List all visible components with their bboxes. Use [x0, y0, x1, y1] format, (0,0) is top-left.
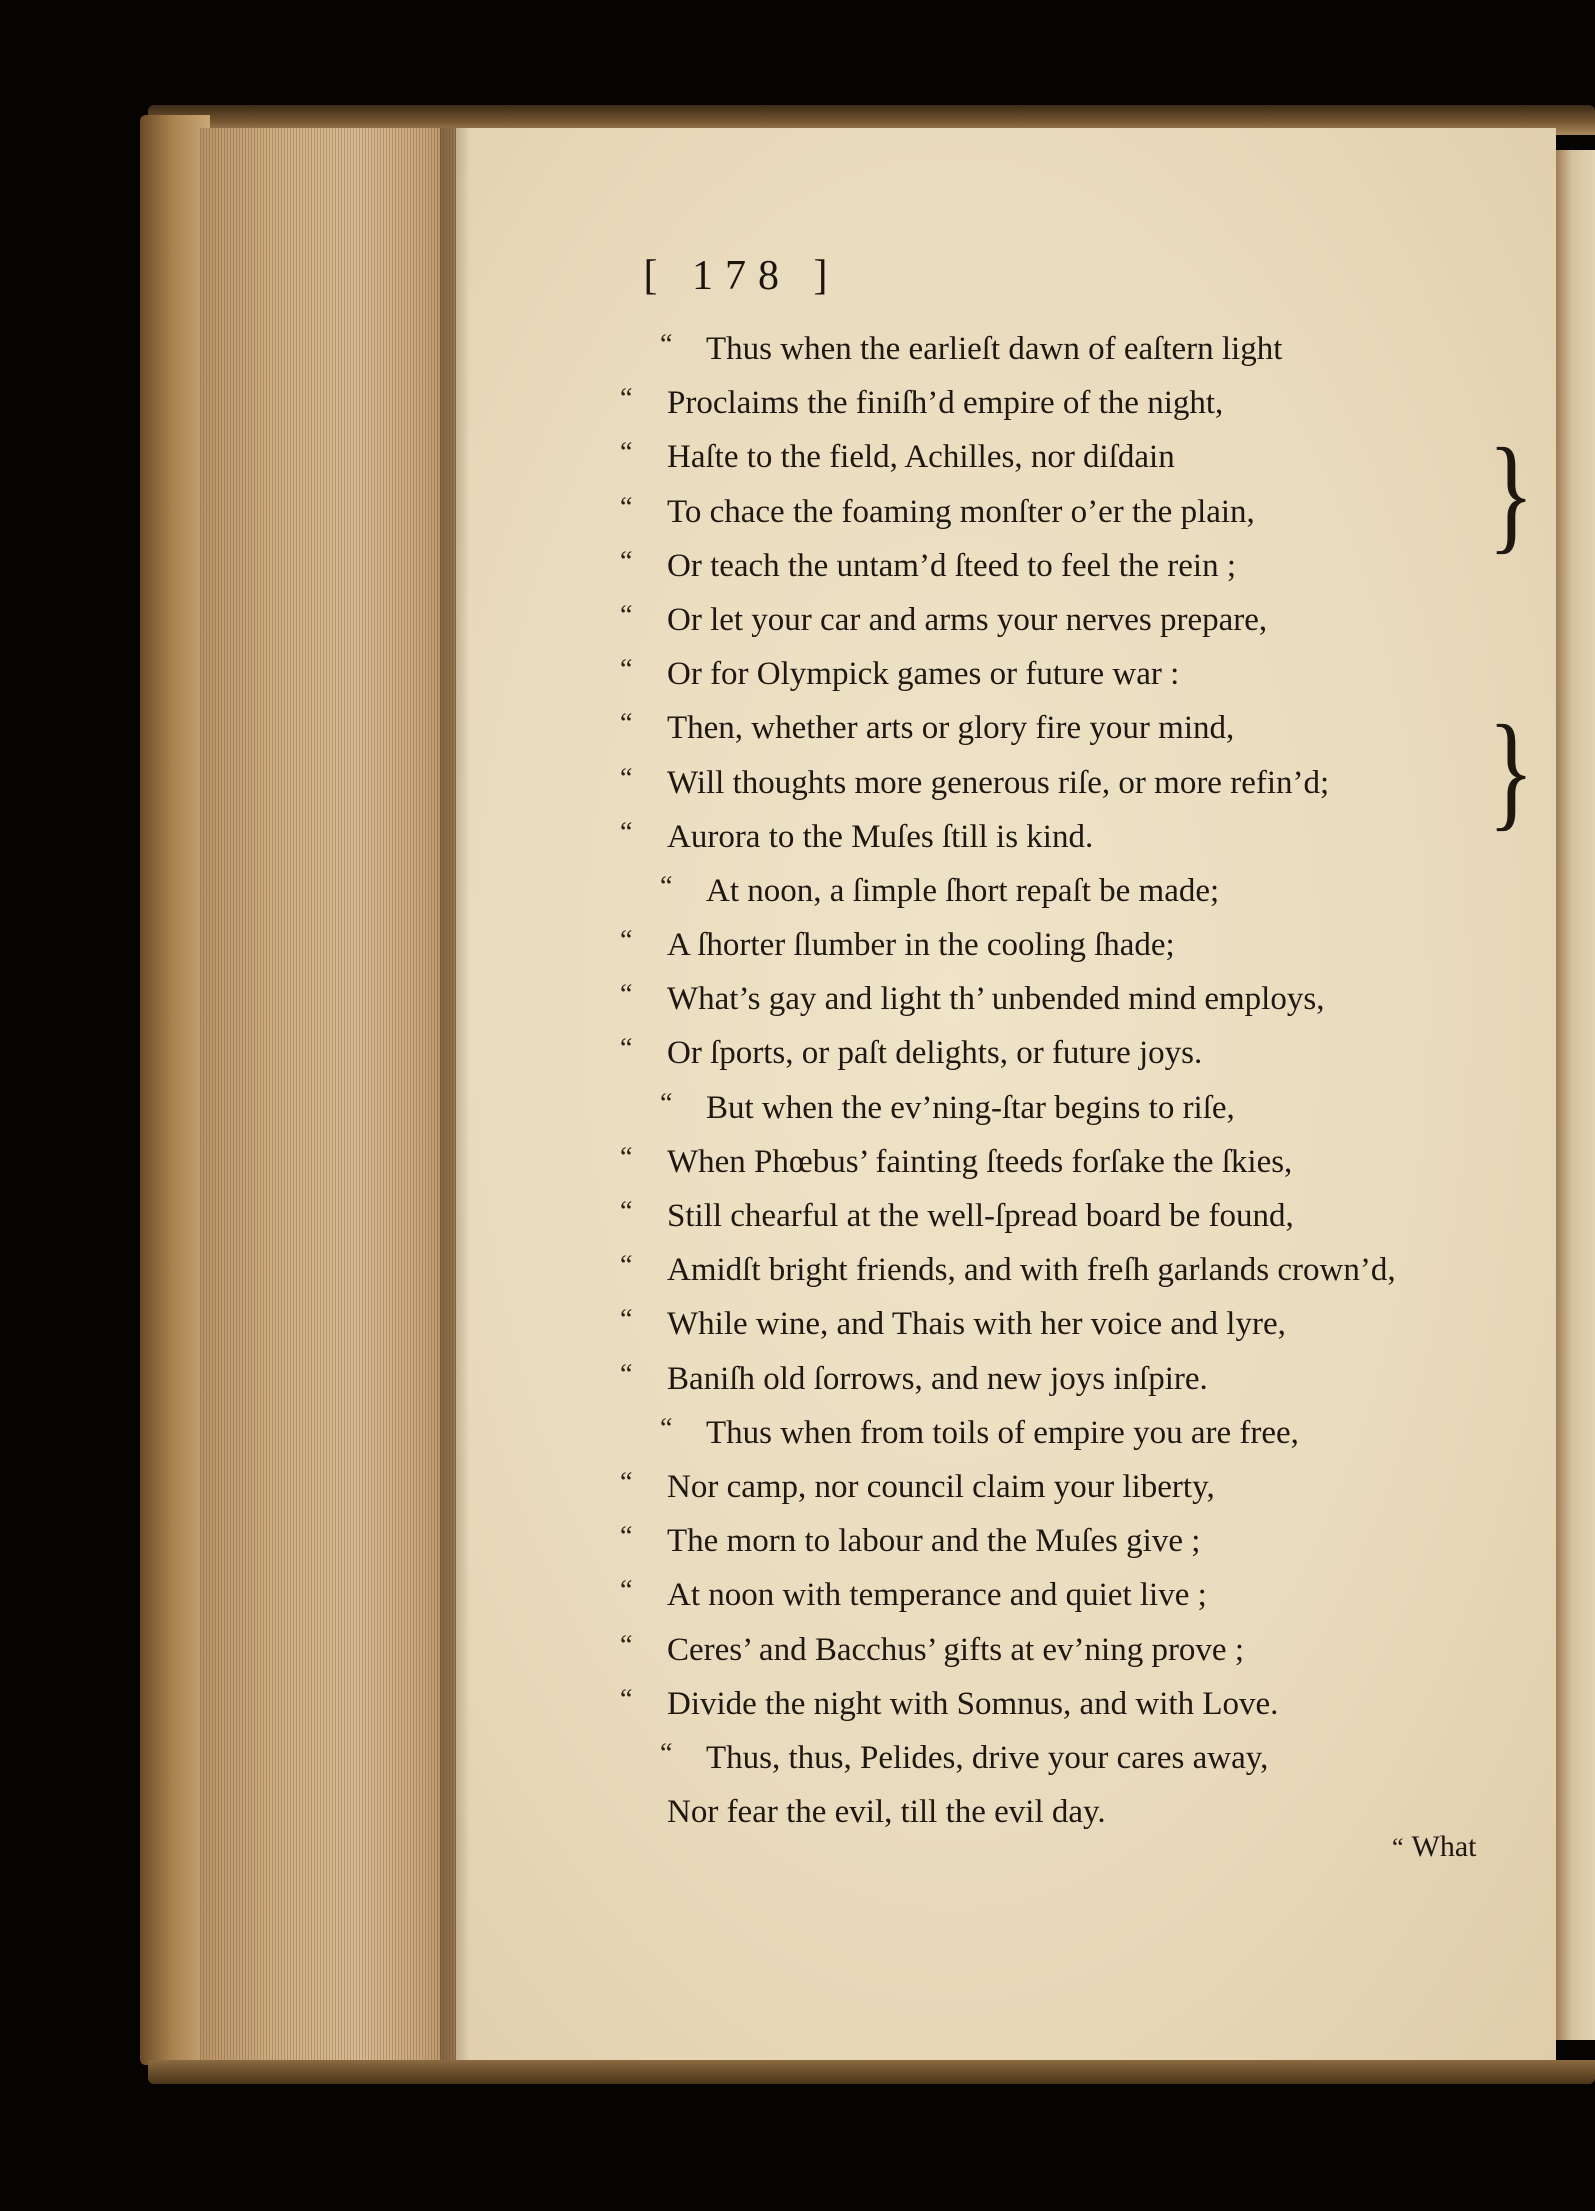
line-text: Amidſt bright friends, and with freſh garlands crown’d,: [667, 1252, 1396, 1289]
quote-mark: “: [620, 708, 633, 740]
line-text: At noon, a ſimple ſhort repaſt be made;: [706, 872, 1220, 909]
poem-line: [620, 1081, 1595, 1135]
quote-mark: “: [620, 383, 633, 415]
brace-mark-1: }: [1488, 420, 1535, 566]
poem-line: [620, 322, 1595, 376]
line-text: What’s gay and light th’ unbended mind employs,: [667, 981, 1325, 1018]
line-text: Baniſh old ſorrows, and new joys inſpire.: [667, 1360, 1208, 1397]
quote-mark: “: [660, 329, 673, 360]
line-text: When Phœbus’ fainting ſteeds forſake the ſkies,: [667, 1143, 1293, 1180]
quote-mark: “: [620, 1304, 633, 1336]
quote-mark: “: [620, 979, 633, 1011]
line-text: Then, whether arts or glory fire your mind,: [667, 710, 1235, 747]
gutter-shadow: [440, 128, 470, 2063]
poem-line: [620, 539, 1595, 593]
quote-mark: “: [660, 870, 673, 902]
page-edges-stack: [200, 128, 462, 2063]
poem-line: [620, 1243, 1595, 1297]
poem-line: [620, 1352, 1595, 1406]
quote-mark: “: [620, 545, 633, 577]
line-text: At noon with temperance and quiet live ;: [667, 1577, 1207, 1614]
poem-line: [620, 1623, 1595, 1677]
poem-line: [620, 376, 1595, 430]
line-text: A ſhorter ſlumber in the cooling ſhade;: [667, 927, 1175, 964]
poem-line: [620, 1568, 1595, 1622]
poem-line: [620, 1460, 1595, 1514]
quote-mark: “: [620, 1575, 633, 1607]
poem-line: [620, 1026, 1595, 1080]
catchword-text: What: [1411, 1830, 1477, 1863]
quote-mark: “: [660, 1087, 673, 1119]
quote-mark: “: [620, 437, 633, 469]
poem-line: [620, 485, 1595, 539]
page-header: [0, 252, 1595, 300]
line-text: Thus, thus, Pelides, drive your cares away,: [706, 1739, 1269, 1776]
line-text: But when the ev’ning-ſtar begins to riſe,: [706, 1089, 1235, 1126]
line-text: Or for Olympick games or future war :: [667, 656, 1180, 693]
quote-mark: “: [620, 1141, 633, 1173]
poem-line: [620, 647, 1595, 701]
poem-line: [620, 1677, 1595, 1731]
line-text: Or let your car and arms your nerves prepare,: [667, 601, 1268, 638]
poem-line: [620, 430, 1595, 484]
book-cover-bottom: [148, 2060, 1595, 2084]
quote-mark: “: [620, 1358, 633, 1390]
quote-mark: “: [620, 1466, 633, 1498]
line-text: Nor camp, nor council claim your liberty,: [667, 1468, 1215, 1505]
quote-mark: “: [620, 654, 633, 686]
poem-line: [620, 810, 1595, 864]
line-text: Aurora to the Muſes ſtill is kind.: [667, 818, 1094, 855]
line-text: Thus when the earlieſt dawn of eaſtern light: [706, 331, 1283, 367]
poem-line: [620, 1135, 1595, 1189]
line-text: Or ſports, or paſt delights, or future joys.: [667, 1035, 1203, 1072]
line-text: Haſte to the field, Achilles, nor diſdain: [667, 439, 1175, 476]
quote-mark: “: [620, 1196, 633, 1227]
poem-line: [620, 1731, 1595, 1785]
quote-mark: “: [620, 1250, 633, 1282]
poem-line: [620, 1514, 1595, 1568]
line-text: The morn to labour and the Muſes give ;: [667, 1523, 1201, 1560]
brace-mark-2: }: [1488, 697, 1535, 843]
line-text: To chace the foaming monſter o’er the plain,: [667, 493, 1255, 530]
page-number: [ 178 ]: [643, 253, 840, 299]
line-text: Divide the night with Somnus, and with Love.: [667, 1685, 1279, 1722]
poem-line: [620, 1297, 1595, 1351]
poem-line: [620, 918, 1595, 972]
line-text: Ceres’ and Bacchus’ gifts at ev’ning prove ;: [667, 1631, 1245, 1668]
quote-mark: “: [620, 1683, 633, 1715]
poem-line: [620, 1406, 1595, 1460]
catchword: [1392, 1830, 1477, 1864]
catchword-quote: “: [1392, 1833, 1404, 1862]
quote-mark: “: [620, 762, 633, 794]
poem-text: [620, 322, 1595, 1839]
line-text: Or teach the untam’d ſteed to feel the rein ;: [667, 547, 1237, 584]
quote-mark: “: [660, 1737, 673, 1769]
line-text: Proclaims the finiſh’d empire of the night,: [667, 385, 1224, 422]
poem-line: [620, 701, 1595, 755]
quote-mark: “: [620, 599, 633, 631]
quote-mark: “: [660, 1412, 673, 1444]
quote-mark: “: [620, 1629, 633, 1661]
poem-line: [620, 593, 1595, 647]
line-text: Will thoughts more generous riſe, or more refin’d;: [667, 764, 1330, 801]
line-text: Nor fear the evil, till the evil day.: [667, 1794, 1106, 1831]
poem-line: [620, 864, 1595, 918]
poem-line: [620, 756, 1595, 810]
line-text: Thus when from toils of empire you are free,: [706, 1414, 1299, 1451]
line-text: While wine, and Thais with her voice and lyre,: [667, 1306, 1286, 1343]
poem-line: [620, 972, 1595, 1026]
line-text: Still chearful at the well-ſpread board be found,: [667, 1198, 1294, 1234]
quote-mark: “: [620, 816, 633, 848]
quote-mark: “: [620, 1033, 633, 1065]
quote-mark: “: [620, 925, 633, 957]
poem-line: [620, 1189, 1595, 1243]
quote-mark: “: [620, 1521, 633, 1553]
quote-mark: “: [620, 491, 633, 523]
